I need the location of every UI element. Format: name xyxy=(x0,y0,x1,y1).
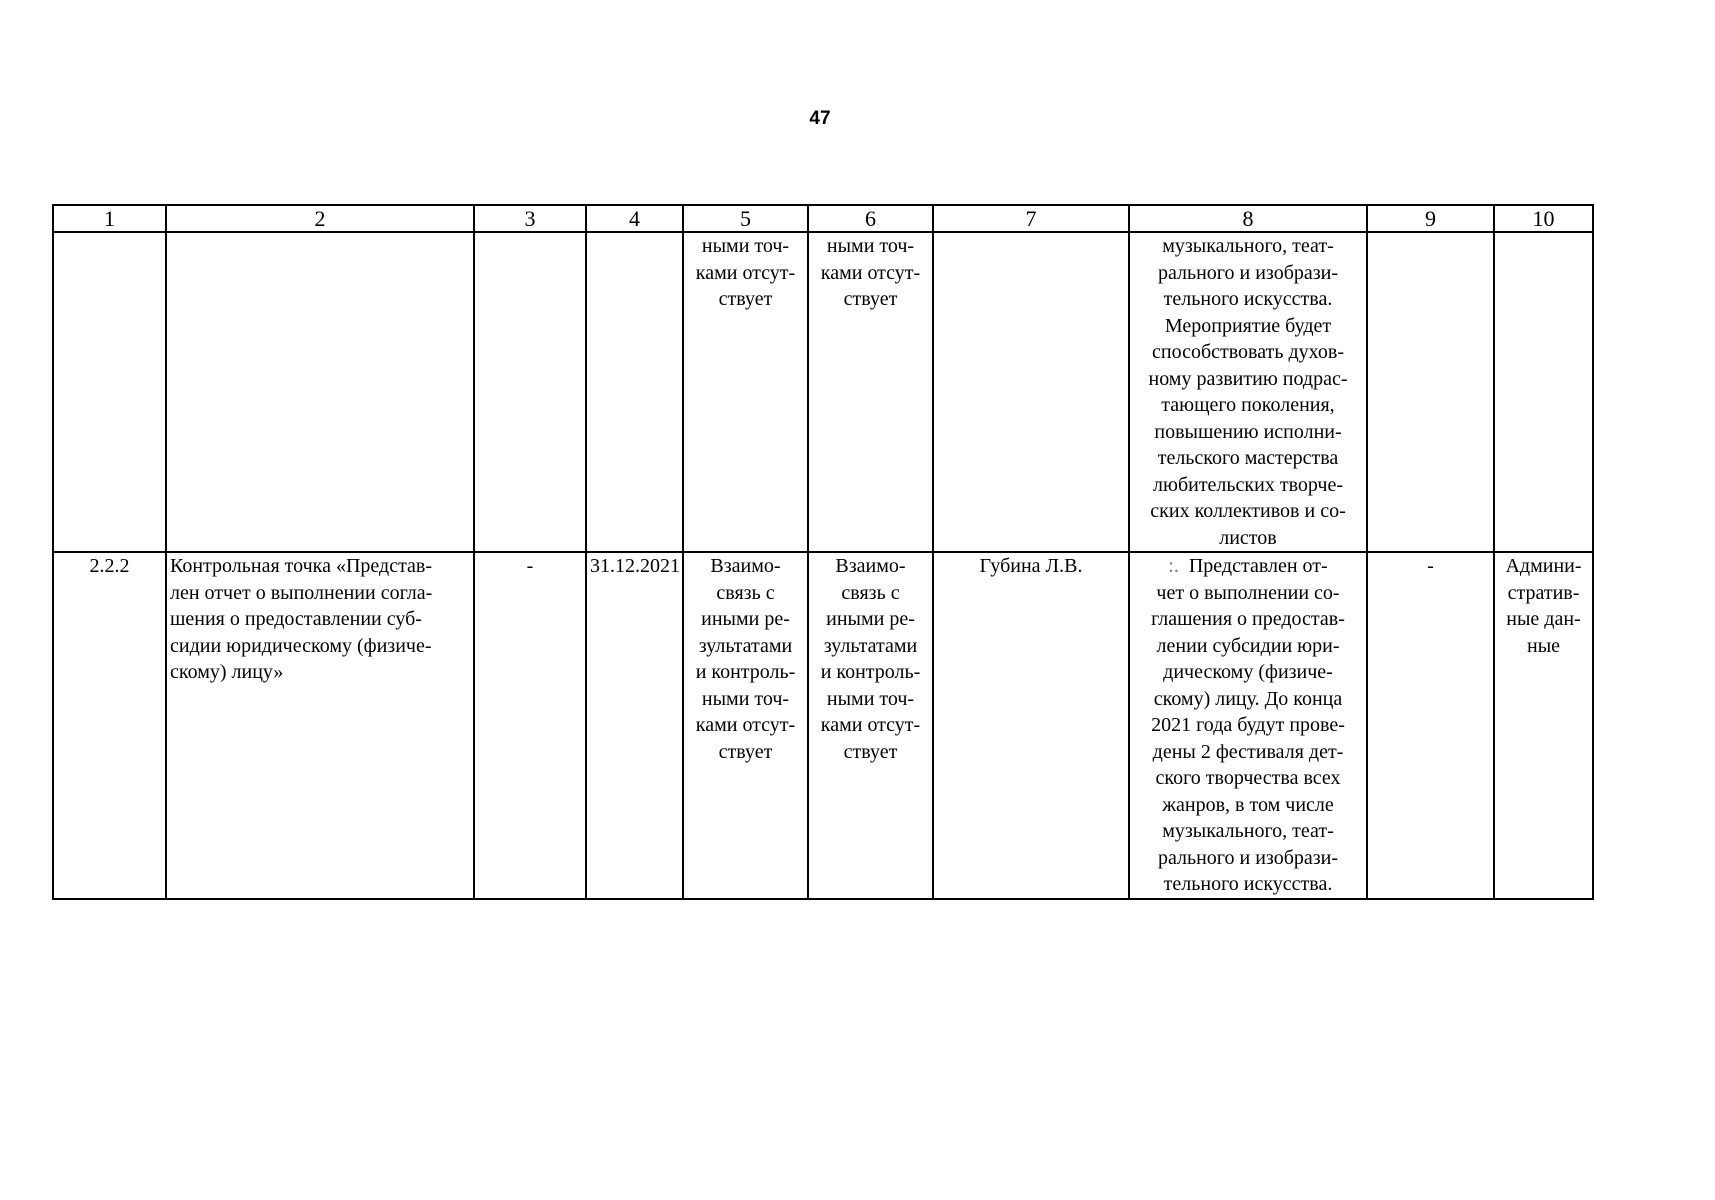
cell-col9: - xyxy=(1367,552,1494,899)
cell-responsible-empty xyxy=(933,232,1129,552)
cell-text-line: сидии юридическому (физиче- xyxy=(170,634,432,657)
cell-text-line: листов xyxy=(1219,526,1277,549)
cell-col8 xyxy=(1129,232,1367,552)
plan-table xyxy=(52,204,1594,900)
cell-name xyxy=(166,552,474,899)
column-header: 4 xyxy=(586,205,683,232)
table-row-2-2-2 xyxy=(53,552,1593,899)
cell-text-line: жанров, в том числе xyxy=(1162,793,1334,816)
column-header: 6 xyxy=(808,205,933,232)
cell-text-line: глашения о предостав- xyxy=(1151,608,1345,630)
cell-name-empty xyxy=(166,232,474,552)
cell-text-line: скому) лицу. До конца xyxy=(1153,687,1343,710)
cell-text-line: дическому (физиче- xyxy=(1163,661,1333,683)
cell-text-line: ному развитию подрас- xyxy=(1148,367,1348,390)
cell-text-line: скому) лицу» xyxy=(170,661,284,683)
cell-text-line: тельного искусства. xyxy=(1163,873,1333,895)
cell-text-line: тельного искусства. xyxy=(1163,288,1333,310)
cell-text-line: Контрольная точка «Представ- xyxy=(170,555,433,577)
cell-date-empty xyxy=(586,232,683,552)
cell-text-line: ными точ- xyxy=(826,235,915,257)
cell-text-line: любительских творче- xyxy=(1153,473,1343,496)
cell-text-line: 2021 года будут прове- xyxy=(1151,714,1345,736)
cell-responsible: Губина Л.В. xyxy=(933,552,1129,899)
column-header: 1 xyxy=(53,205,166,232)
cell-text-line: рального и изобрази- xyxy=(1157,846,1339,869)
cell-text-line: дены 2 фестиваля дет- xyxy=(1152,740,1344,763)
cell-text-line: рального и изобрази- xyxy=(1157,261,1339,284)
column-header: 9 xyxy=(1367,205,1494,232)
cell-col8 xyxy=(1129,552,1367,899)
cell-col3-empty xyxy=(474,232,586,552)
cell-col5 xyxy=(683,232,808,552)
cell-text-line: ствует xyxy=(718,288,773,310)
cell-text-line: стратив- xyxy=(1507,581,1580,604)
column-header: 8 xyxy=(1129,205,1367,232)
cell-text-line: ского творчества всех xyxy=(1155,767,1341,789)
cell-text-line: ками отсут- xyxy=(820,714,921,736)
cell-text-line: лен отчет о выполнении согла- xyxy=(170,581,433,604)
cell-text-line: связь с xyxy=(716,581,775,604)
cell-col10 xyxy=(1494,552,1593,899)
column-header: 2 xyxy=(166,205,474,232)
cell-text-line: Мероприятие будет xyxy=(1164,314,1332,337)
column-header: 5 xyxy=(683,205,808,232)
table-header-row xyxy=(53,205,1593,232)
cell-text-line: ствует xyxy=(843,740,898,763)
cell-text-line: Админи- xyxy=(1505,555,1582,577)
cell-text-line: ками отсут- xyxy=(695,714,796,736)
cell-text-line: ских коллективов и со- xyxy=(1150,500,1346,522)
cell-text-line: ными точ- xyxy=(701,235,790,257)
cell-text-fragment: Представлен от- xyxy=(1188,555,1328,577)
cell-text-line: ствует xyxy=(843,288,898,310)
cell-text-line: повышению исполни- xyxy=(1154,420,1342,443)
cell-col10-empty xyxy=(1494,232,1593,552)
cell-text-line: зультатами xyxy=(698,634,793,657)
cell-text-line: ками отсут- xyxy=(820,261,921,284)
cell-text-line: музыкального, теат- xyxy=(1162,820,1334,842)
cell-text-line: тельского мастерства xyxy=(1157,447,1339,469)
cell-text-line: Взаимо- xyxy=(710,555,781,577)
cell-col5 xyxy=(683,552,808,899)
cell-text-line: музыкального, теат- xyxy=(1162,235,1334,257)
cell-text-line: чет о выполнении со- xyxy=(1156,581,1340,604)
scan-mark: :. xyxy=(1168,555,1179,577)
cell-text-line: шения о предоставлении суб- xyxy=(170,608,422,630)
cell-text-line xyxy=(1133,553,1363,580)
cell-text-line: ными точ- xyxy=(701,687,790,710)
cell-text-line: Взаимо- xyxy=(835,555,906,577)
cell-text-line: и контроль- xyxy=(695,661,796,683)
cell-text-line: ные дан- xyxy=(1506,608,1581,630)
cell-text-line: и контроль- xyxy=(820,661,921,683)
cell-text-line: лении субсидии юри- xyxy=(1156,634,1340,657)
cell-text-line: ными точ- xyxy=(826,687,915,710)
cell-text-line: иными ре- xyxy=(826,608,915,630)
cell-text-line: ствует xyxy=(718,740,773,763)
cell-number: 2.2.2 xyxy=(53,552,166,899)
cell-col6 xyxy=(808,552,933,899)
cell-text-line: связь с xyxy=(841,581,900,604)
cell-text-line: способствовать духов- xyxy=(1152,341,1344,363)
column-header: 3 xyxy=(474,205,586,232)
cell-col9-empty xyxy=(1367,232,1494,552)
column-header: 7 xyxy=(933,205,1129,232)
cell-col3: - xyxy=(474,552,586,899)
table-row-continuation xyxy=(53,232,1593,552)
cell-text-line: ками отсут- xyxy=(695,261,796,284)
cell-col6 xyxy=(808,232,933,552)
cell-number-empty xyxy=(53,232,166,552)
cell-text-line: ные xyxy=(1526,634,1561,657)
cell-text-line: тающего поколения, xyxy=(1161,394,1335,416)
cell-text-line: зультатами xyxy=(823,634,918,657)
column-header: 10 xyxy=(1494,205,1593,232)
cell-text-line: иными ре- xyxy=(701,608,790,630)
page-number: 47 xyxy=(809,108,831,129)
cell-date: 31.12.2021 xyxy=(586,552,683,899)
